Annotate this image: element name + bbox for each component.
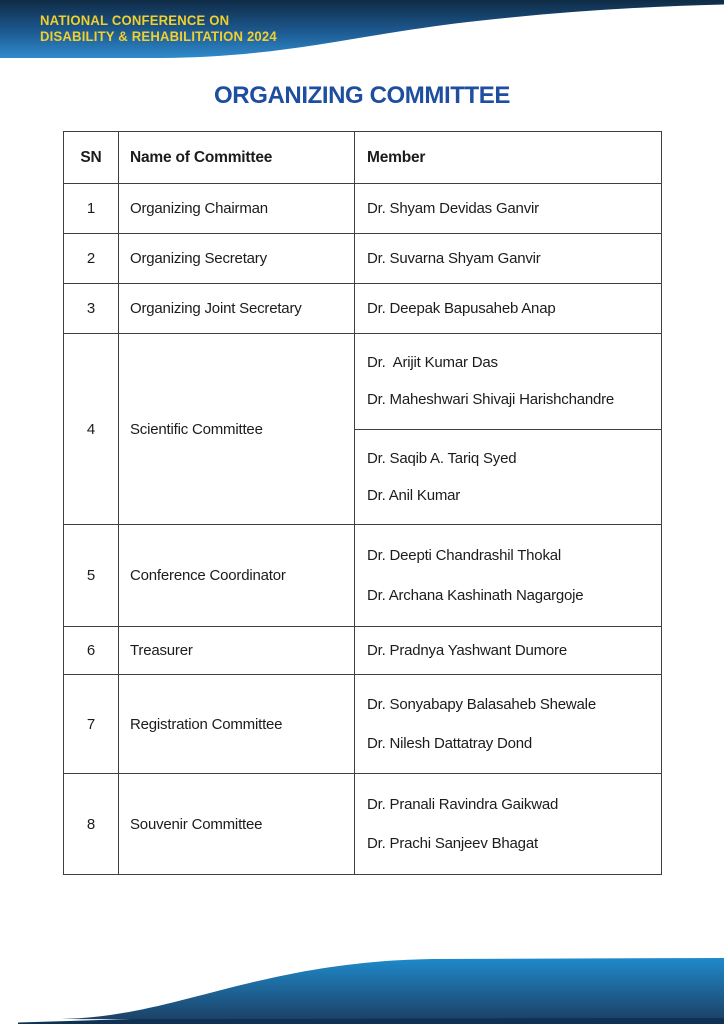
committee-name: Conference Coordinator (130, 567, 286, 584)
cell-members (354, 774, 661, 874)
footer-wave-container (0, 912, 724, 1024)
member-name: Dr. Shyam Devidas Ganvir (367, 200, 539, 217)
committee-name: Souvenir Committee (130, 815, 263, 833)
member-group (355, 234, 661, 283)
table-row (64, 524, 661, 626)
member-group (355, 334, 661, 429)
cell-members (354, 675, 661, 773)
footer-wave-graphic (0, 912, 724, 1024)
member-name: Dr. Suvarna Shyam Ganvir (367, 250, 541, 267)
committee-table (63, 131, 662, 875)
table-row (64, 233, 661, 283)
conference-name-line2: DISABILITY & REHABILITATION 2024 (40, 29, 277, 44)
sn-value: 8 (86, 815, 96, 833)
cell-committee-name (118, 184, 354, 233)
cell-sn (64, 675, 118, 773)
column-header-member: Member (354, 132, 661, 183)
cell-sn (64, 525, 118, 626)
committee-name: Organizing Chairman (130, 200, 268, 217)
cell-committee-name (118, 675, 354, 773)
cell-members (354, 284, 661, 333)
cell-committee-name (118, 627, 354, 674)
sn-value: 5 (86, 567, 96, 584)
sn-value: 4 (86, 420, 96, 438)
table-row (64, 674, 661, 773)
cell-committee-name (118, 525, 354, 626)
page-title: ORGANIZING COMMITTEE (214, 82, 510, 109)
sn-value: 6 (86, 642, 96, 659)
member-group (355, 675, 661, 773)
conference-name (40, 13, 284, 45)
cell-members (354, 234, 661, 283)
conference-name-line1: NATIONAL CONFERENCE ON (40, 13, 230, 28)
sn-value: 2 (86, 250, 96, 267)
committee-name: Organizing Joint Secretary (130, 300, 302, 317)
cell-members (354, 184, 661, 233)
member-name: Dr. Maheshwari Shivaji Harishchandre (367, 391, 615, 409)
cell-sn (64, 184, 118, 233)
committee-name: Treasurer (130, 642, 193, 659)
member-name: Dr. Nilesh Dattatray Dond (367, 734, 533, 752)
column-header-committee: Name of Committee (118, 132, 354, 183)
member-group (355, 184, 661, 233)
table-row (64, 333, 661, 524)
cell-sn (64, 334, 118, 524)
cell-sn (64, 284, 118, 333)
member-name: Dr. Anil Kumar (367, 486, 461, 504)
sn-value: 7 (86, 715, 96, 733)
member-name: Dr. Sonyabapy Balasaheb Shewale (367, 696, 596, 714)
cell-committee-name (118, 774, 354, 874)
cell-committee-name (118, 334, 354, 524)
sn-value: 1 (86, 200, 96, 217)
cell-sn (64, 627, 118, 674)
member-group (355, 627, 661, 674)
cell-sn (64, 774, 118, 874)
member-name: Dr. Arijit Kumar Das (367, 354, 498, 372)
cell-committee-name (118, 284, 354, 333)
cell-members (354, 627, 661, 674)
member-name: Dr. Prachi Sanjeev Bhagat (367, 835, 538, 852)
member-name: Dr. Deepak Bapusaheb Anap (367, 300, 556, 317)
member-group (355, 525, 661, 626)
member-group (355, 284, 661, 333)
member-name: Dr. Pradnya Yashwant Dumore (367, 642, 567, 659)
sn-value: 3 (86, 300, 96, 317)
cell-sn (64, 234, 118, 283)
table-row (64, 183, 661, 233)
header-banner (0, 0, 724, 80)
table-row (64, 773, 661, 874)
member-group (355, 774, 661, 874)
table-row (64, 626, 661, 674)
member-name: Dr. Saqib A. Tariq Syed (367, 449, 517, 467)
cell-committee-name (118, 234, 354, 283)
committee-name: Scientific Committee (130, 420, 263, 438)
table-header-row (64, 132, 661, 183)
cell-members (354, 334, 661, 524)
cell-members (354, 525, 661, 626)
member-name: Dr. Pranali Ravindra Gaikwad (367, 796, 559, 813)
committee-name: Registration Committee (130, 715, 283, 733)
member-name: Dr. Deepti Chandrashil Thokal (367, 547, 562, 565)
column-header-sn: SN (80, 148, 102, 166)
committee-name: Organizing Secretary (130, 250, 267, 267)
table-row (64, 283, 661, 333)
member-group (355, 429, 661, 525)
member-name: Dr. Archana Kashinath Nagargoje (367, 586, 584, 604)
